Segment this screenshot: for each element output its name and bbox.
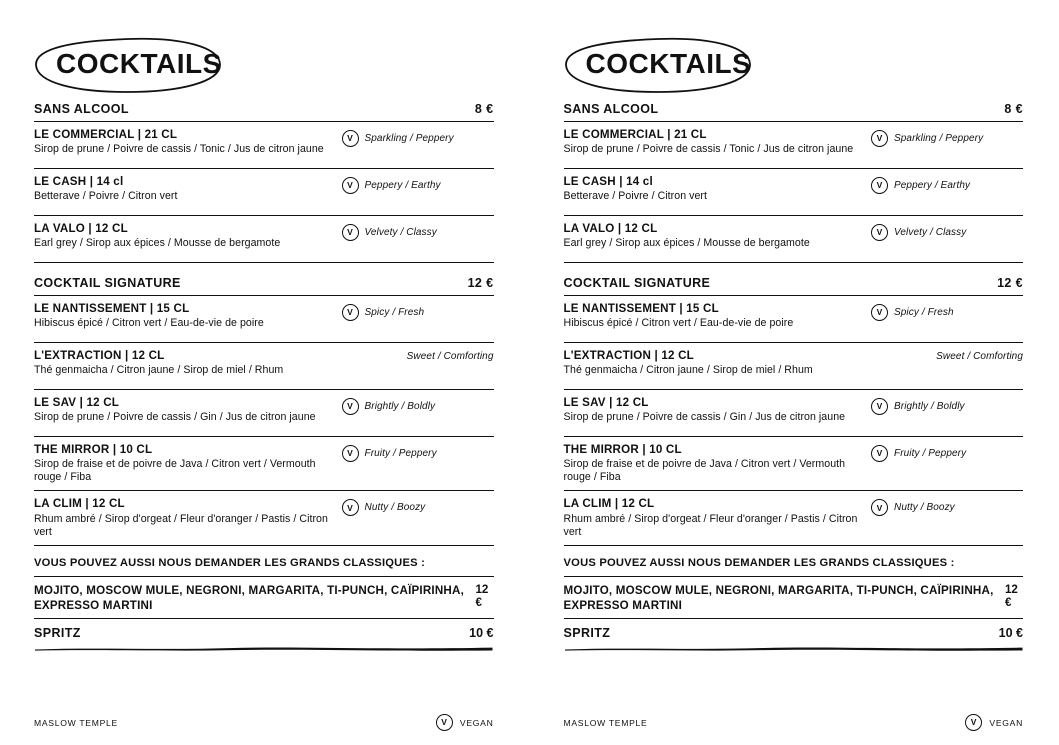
menu-item-tags: Velvety / Classy: [894, 227, 967, 238]
menu-item-main: [34, 175, 342, 203]
menu-item-description: Sirop de fraise et de poivre de Java / Citron vert / Vermouth rouge / Fiba: [34, 458, 316, 484]
menu-item-side: [871, 175, 1023, 194]
classics-note: VOUS POUVEZ AUSSI NOUS DEMANDER LES GRANDS CLASSIQUES :: [564, 546, 1024, 577]
vegan-icon: V: [871, 130, 888, 147]
spritz-row: [564, 619, 1024, 644]
section-items-sans-alcool: [34, 122, 494, 263]
menu-item-name: L'EXTRACTION | 12 CL: [563, 349, 694, 362]
menu-item-side: [342, 497, 494, 516]
menu-item-main: [564, 128, 872, 156]
menu-item-name: THE MIRROR | 10 CL: [34, 443, 153, 456]
menu-item-main: [564, 349, 872, 377]
footer: [34, 704, 494, 731]
menu-item-name: LE CASH | 14 cl: [34, 175, 124, 188]
section-header-sans-alcool: [34, 102, 494, 122]
section-price: 12 €: [467, 276, 494, 290]
section-price: 8 €: [474, 102, 494, 116]
menu-item: [34, 491, 494, 545]
section-price: 12 €: [997, 276, 1023, 290]
section-items-cocktail-signature: [34, 296, 494, 546]
menu-item-main: [564, 497, 872, 538]
menu-item-name: LA VALO | 12 CL: [563, 222, 658, 235]
menu-item-name: LA VALO | 12 CL: [34, 222, 128, 235]
menu-item-main: [564, 443, 872, 484]
menu-item-description: Betterave / Poivre / Citron vert: [563, 190, 707, 203]
menu-item: [34, 216, 494, 263]
section-title: COCKTAIL SIGNATURE: [34, 276, 181, 290]
menu-item: [564, 390, 1024, 437]
vegan-icon: V: [342, 445, 359, 462]
vegan-icon: V: [342, 304, 359, 321]
menu-item-tags: Brightly / Boldly: [894, 401, 965, 412]
menu-item-side: [342, 128, 494, 147]
menu-item: [34, 122, 494, 169]
vegan-icon: V: [342, 499, 359, 516]
menu-item-name: LE SAV | 12 CL: [34, 396, 120, 409]
menu-item-side: [871, 302, 1023, 321]
menu-item: [564, 122, 1024, 169]
menu-item-name: LA CLIM | 12 CL: [34, 497, 125, 511]
menu-item-tags: Spicy / Fresh: [894, 307, 954, 318]
section-header-sans-alcool: [564, 102, 1024, 122]
menu-item: [34, 390, 494, 437]
menu-item-name: LE SAV | 12 CL: [563, 396, 649, 409]
menu-item-side: [342, 349, 494, 362]
menu-item-name: LE NANTISSEMENT | 15 CL: [34, 302, 190, 315]
vegan-icon: V: [871, 398, 888, 415]
vegan-icon: V: [342, 224, 359, 241]
menu-item-name: LE NANTISSEMENT | 15 CL: [563, 302, 719, 315]
menu-item-name: LE COMMERCIAL | 21 CL: [34, 128, 178, 141]
menu-item-tags: Brightly / Boldly: [364, 401, 436, 412]
menu-item-name: LE CASH | 14 cl: [563, 175, 653, 188]
section-price: 8 €: [1004, 102, 1023, 116]
section-spacer: [34, 263, 494, 276]
menu-item-tags: Fruity / Peppery: [894, 448, 967, 459]
menu-item-tags: Nutty / Boozy: [364, 502, 426, 514]
spritz-price: 10 €: [998, 625, 1023, 640]
section-spacer: [564, 263, 1024, 276]
vegan-legend-label: VEGAN: [459, 717, 494, 728]
classics-list: MOJITO, MOSCOW MULE, NEGRONI, MARGARITA, TI-PUNCH, CAÏPIRINHA, EXPRESSO MARTINI: [34, 583, 464, 612]
menu-item: [564, 169, 1024, 216]
menu-item-main: [34, 128, 342, 156]
menu-item-side: [342, 396, 494, 415]
menu-item-main: [564, 302, 872, 330]
menu-item-description: Sirop de prune / Poivre de cassis / Gin / Jus de citron jaune: [34, 411, 316, 424]
menu-item-description: Sirop de prune / Poivre de cassis / Tonic / Jus de citron jaune: [563, 143, 854, 156]
classics-note: VOUS POUVEZ AUSSI NOUS DEMANDER LES GRANDS CLASSIQUES :: [34, 546, 494, 577]
menu-item-description: Sirop de fraise et de poivre de Java / Citron vert / Vermouth rouge / Fiba: [563, 458, 846, 484]
vegan-icon: V: [342, 398, 359, 415]
menu-item-description: Rhum ambré / Sirop d'orgeat / Fleur d'oranger / Pastis / Citron vert: [34, 512, 328, 538]
vegan-icon: V: [871, 499, 888, 516]
page-title: [34, 34, 494, 96]
menu-item-tags: Fruity / Peppery: [364, 448, 437, 459]
brush-divider: [34, 646, 494, 651]
section-title: COCKTAIL SIGNATURE: [563, 276, 711, 290]
menu-item-main: [34, 302, 342, 330]
menu-item: [564, 437, 1024, 491]
menu-item-main: [34, 443, 342, 484]
menu-item-main: [34, 222, 342, 250]
menu-item: [34, 343, 494, 390]
vegan-legend-label: VEGAN: [989, 717, 1023, 728]
menu-item-main: [564, 396, 872, 424]
classics-price: 12 €: [1004, 582, 1018, 609]
classics-list: MOJITO, MOSCOW MULE, NEGRONI, MARGARITA, TI-PUNCH, CAÏPIRINHA, EXPRESSO MARTINI: [563, 583, 994, 612]
menu-item-side: [871, 443, 1023, 462]
menu-item-tags: Sweet / Comforting: [936, 351, 1023, 362]
menu-item-main: [34, 497, 342, 538]
page-title: [564, 34, 1024, 96]
menu-item: [34, 169, 494, 216]
spritz-row: [34, 619, 494, 644]
classics-row: [34, 577, 494, 619]
menu-item-description: Thé genmaicha / Citron jaune / Sirop de miel / Rhum: [563, 364, 813, 377]
menu-item-tags: Sweet / Comforting: [406, 351, 494, 362]
footer-vegan-legend: [965, 714, 1023, 731]
menu-item-tags: Velvety / Classy: [364, 227, 437, 238]
menu-item-side: [871, 128, 1023, 147]
menu-item-side: [871, 396, 1023, 415]
menu-item-description: Earl grey / Sirop aux épices / Mousse de bergamote: [34, 237, 281, 250]
vegan-icon: V: [871, 177, 888, 194]
menu-item-tags: Nutty / Boozy: [894, 502, 955, 514]
footer: [564, 704, 1024, 731]
menu-item-name: THE MIRROR | 10 CL: [563, 443, 682, 456]
menu-item-side: [342, 443, 494, 462]
menu-item-description: Betterave / Poivre / Citron vert: [34, 190, 178, 203]
menu-item: [34, 296, 494, 343]
menu-item-side: [342, 222, 494, 241]
spritz-label: SPRITZ: [563, 625, 611, 640]
vegan-icon: V: [871, 445, 888, 462]
vegan-icon: V: [871, 304, 888, 321]
menu-item-description: Rhum ambré / Sirop d'orgeat / Fleur d'oranger / Pastis / Citron vert: [563, 512, 858, 538]
menu-item: [564, 296, 1024, 343]
spritz-label: SPRITZ: [34, 625, 81, 640]
section-header-cocktail-signature: [564, 276, 1024, 296]
classics-row: [564, 577, 1024, 619]
menu-item-main: [34, 396, 342, 424]
menu-item: [564, 343, 1024, 390]
footer-brand: MASLOW TEMPLE: [34, 717, 118, 728]
menu-item-description: Hibiscus épicé / Citron vert / Eau-de-vie de poire: [563, 317, 794, 330]
footer-vegan-legend: [436, 714, 494, 731]
section-items-cocktail-signature: [564, 296, 1024, 546]
brush-divider: [564, 646, 1024, 651]
spritz-price: 10 €: [469, 625, 494, 640]
menu-item-description: Thé genmaicha / Citron jaune / Sirop de miel / Rhum: [34, 364, 284, 377]
menu-item-description: Hibiscus épicé / Citron vert / Eau-de-vie de poire: [34, 317, 264, 330]
menu-item-main: [564, 222, 872, 250]
menu-item-side: [871, 349, 1023, 362]
page-title-text: COCKTAILS: [56, 48, 222, 79]
vegan-icon: V: [965, 714, 982, 731]
menu-item-tags: Sparkling / Peppery: [894, 133, 984, 144]
menu-item-side: [871, 497, 1023, 516]
page-title-text: COCKTAILS: [585, 48, 752, 79]
menu-item-side: [342, 175, 494, 194]
classics-price: 12 €: [475, 582, 489, 609]
menu-item: [34, 437, 494, 491]
menu-item-name: LA CLIM | 12 CL: [563, 497, 655, 511]
vegan-icon: V: [871, 224, 888, 241]
menu-item: [564, 216, 1024, 263]
menu-item-main: [34, 349, 342, 377]
menu-item-name: LE COMMERCIAL | 21 CL: [563, 128, 707, 141]
menu-item: [564, 491, 1024, 545]
menu-item-description: Sirop de prune / Poivre de cassis / Tonic / Jus de citron jaune: [34, 143, 324, 156]
section-title: SANS ALCOOL: [34, 102, 129, 116]
menu-item-side: [342, 302, 494, 321]
vegan-icon: V: [342, 177, 359, 194]
section-items-sans-alcool: [564, 122, 1024, 263]
vegan-icon: V: [436, 714, 453, 731]
menu-item-tags: Spicy / Fresh: [364, 307, 425, 318]
footer-brand: MASLOW TEMPLE: [563, 717, 648, 728]
menu-item-tags: Sparkling / Peppery: [364, 133, 454, 144]
menu-item-tags: Peppery / Earthy: [364, 180, 441, 191]
menu-item-main: [564, 175, 872, 203]
menu-item-description: Sirop de prune / Poivre de cassis / Gin / Jus de citron jaune: [563, 411, 846, 424]
menu-item-side: [871, 222, 1023, 241]
menu-item-name: L'EXTRACTION | 12 CL: [34, 349, 165, 362]
menu-item-description: Earl grey / Sirop aux épices / Mousse de bergamote: [563, 237, 810, 250]
section-header-cocktail-signature: [34, 276, 494, 296]
section-title: SANS ALCOOL: [563, 102, 659, 116]
menu-panel-right: [530, 0, 1059, 745]
menu-item-tags: Peppery / Earthy: [894, 180, 971, 191]
vegan-icon: V: [342, 130, 359, 147]
